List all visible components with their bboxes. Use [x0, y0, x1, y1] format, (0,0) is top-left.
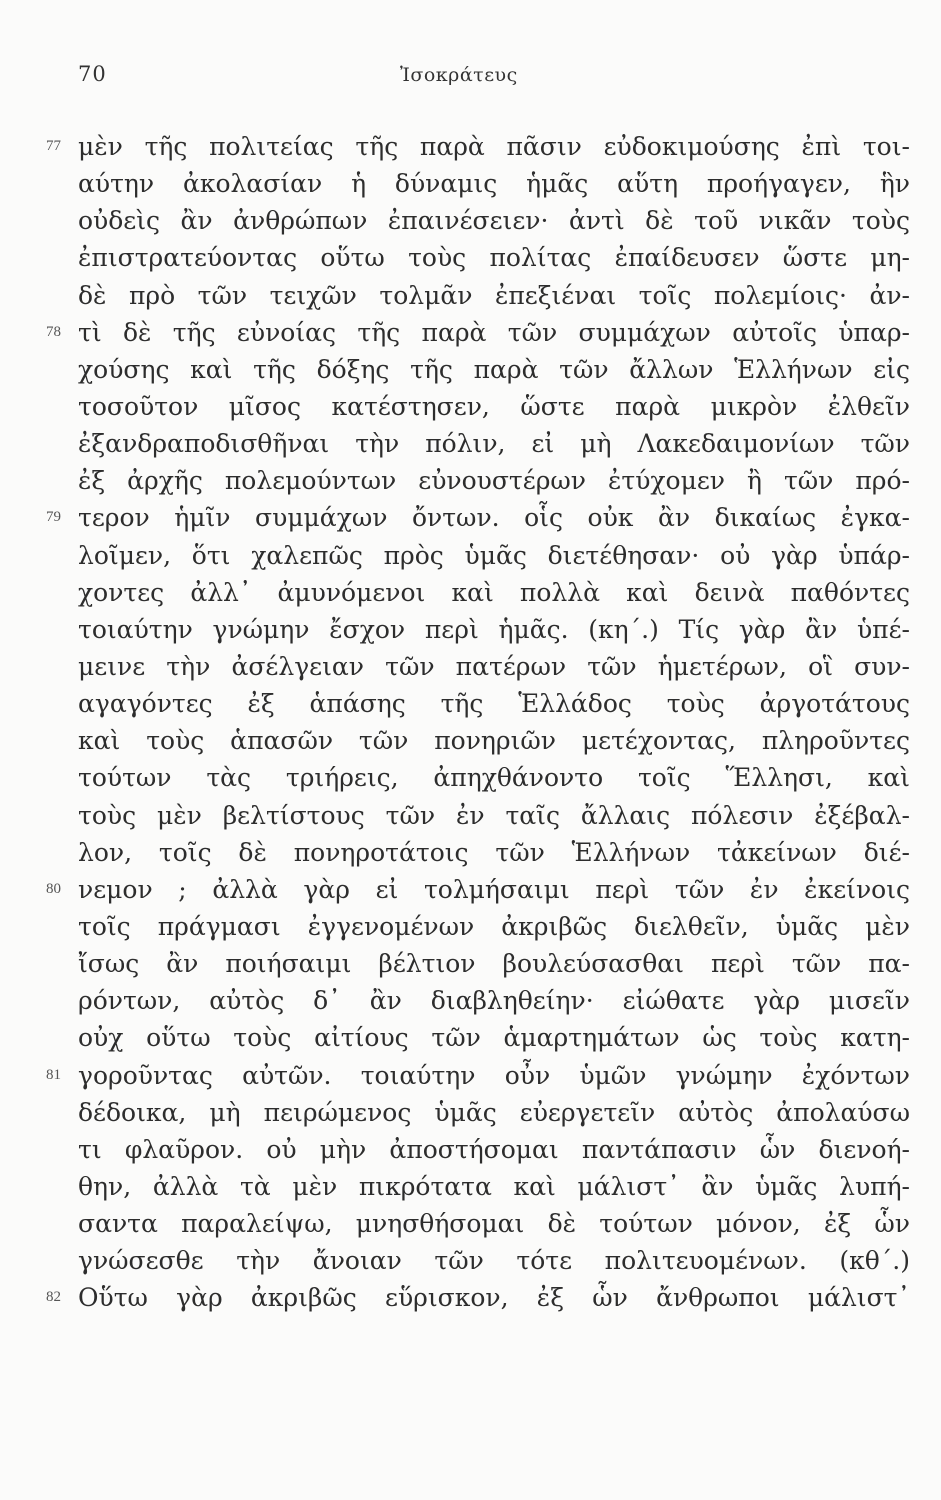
line-text: δέδοικα, μὴ πειρώμενος ὑμᾶς εὐεργετεῖν αὐτὸς ἀπολαύσω — [78, 1097, 910, 1127]
text-line — [0, 574, 941, 611]
line-text: θην, ἀλλὰ τὰ μὲν πικρότατα καὶ μάλιστ᾽ ἂν ὑμᾶς λυπή- — [78, 1171, 910, 1201]
line-text: τούτων τὰς τριήρεις, ἀπηχθάνοντο τοῖς Ἕλλησι, καὶ — [78, 763, 910, 793]
text-line — [0, 1057, 941, 1094]
text-line — [0, 1019, 941, 1056]
line-text: λον, τοῖς δὲ πονηροτάτοις τῶν Ἑλλήνων τἀκείνων διέ- — [78, 837, 910, 867]
line-text: νεμον ; ἀλλὰ γὰρ εἰ τολμήσαιμι περὶ τῶν ἐν ἐκείνοις — [78, 874, 910, 904]
line-text: τοιαύτην γνώμην ἔσχον περὶ ἡμᾶς. (κη΄.) Τίς γὰρ ἂν ὑπέ- — [78, 614, 910, 644]
line-text: ἐξανδραποδισθῆναι τὴν πόλιν, εἰ μὴ Λακεδαιμονίων τῶν — [78, 429, 910, 459]
line-text: τερον ἡμῖν συμμάχων ὄντων. οἷς οὐκ ἂν δικαίως ἐγκα- — [78, 503, 910, 533]
line-text: τι φλαῦρον. οὐ μὴν ἀποστήσομαι παντάπασιν ὧν διενοή- — [78, 1134, 910, 1164]
text-line — [0, 834, 941, 871]
text-line — [0, 425, 941, 462]
text-line — [0, 388, 941, 425]
text-line — [0, 277, 941, 314]
line-text: λοῖμεν, ὅτι χαλεπῶς πρὸς ὑμᾶς διετέθησαν· οὐ γὰρ ὑπάρ- — [78, 540, 910, 570]
section-number: 81 — [46, 1066, 61, 1083]
text-line — [0, 165, 941, 202]
line-text: τοὺς μὲν βελτίστους τῶν ἐν ταῖς ἄλλαις πόλεσιν ἐξέβαλ- — [78, 800, 910, 830]
text-line — [0, 1131, 941, 1168]
text-line — [0, 128, 941, 165]
text-line — [0, 499, 941, 536]
text-line — [0, 759, 941, 796]
text-line — [0, 202, 941, 239]
line-text: τοσοῦτον μῖσος κατέστησεν, ὥστε παρὰ μικρὸν ἐλθεῖν — [78, 391, 910, 421]
line-text: μεινε τὴν ἀσέλγειαν τῶν πατέρων τῶν ἡμετέρων, οἳ συν- — [78, 651, 910, 681]
text-line — [0, 722, 941, 759]
line-text: αύτην ἀκολασίαν ἡ δύναμις ἡμᾶς αὕτη προήγαγεν, ἣν — [78, 169, 910, 199]
text-line — [0, 1094, 941, 1131]
text-line — [0, 982, 941, 1019]
line-text: ἴσως ἂν ποιήσαιμι βέλτιον βουλεύσασθαι περὶ τῶν πα- — [78, 949, 910, 979]
text-line — [0, 908, 941, 945]
line-text: τὶ δὲ τῆς εὐνοίας τῆς παρὰ τῶν συμμάχων αὐτοῖς ὑπαρ- — [78, 317, 910, 347]
running-title: Ἰσοκράτευς — [400, 64, 518, 86]
text-line — [0, 537, 941, 574]
line-text: ἐπιστρατεύοντας οὕτω τοὺς πολίτας ἐπαίδευσεν ὥστε μη- — [78, 243, 910, 273]
section-number: 80 — [46, 880, 61, 897]
section-number: 78 — [46, 323, 61, 340]
line-text: Οὕτω γὰρ ἀκριβῶς εὕρισκον, ἐξ ὧν ἄνθρωποι μάλιστ᾽ — [78, 1283, 910, 1313]
text-line — [0, 871, 941, 908]
text-line — [0, 945, 941, 982]
line-text: μὲν τῆς πολιτείας τῆς παρὰ πᾶσιν εὐδοκιμούσης ἐπὶ τοι- — [78, 132, 910, 161]
text-line — [0, 1279, 941, 1316]
text-line — [0, 1168, 941, 1205]
line-text: γνώσεσθε τὴν ἄνοιαν τῶν τότε πολιτευομένων. (κθ΄.) — [78, 1246, 910, 1276]
line-text: καὶ τοὺς ἁπασῶν τῶν πονηριῶν μετέχοντας, πληροῦντες — [78, 726, 910, 756]
line-text: ἐξ ἀρχῆς πολεμούντων εὐνουστέρων ἐτύχομεν ἢ τῶν πρό- — [78, 466, 910, 496]
text-line — [0, 351, 941, 388]
text-line — [0, 611, 941, 648]
line-text: δὲ πρὸ τῶν τειχῶν τολμᾶν ἐπεξιέναι τοῖς πολεμίοις· ἀν- — [78, 280, 910, 310]
line-text: χούσης καὶ τῆς δόξης τῆς παρὰ τῶν ἄλλων Ἑλλήνων εἰς — [78, 354, 910, 384]
line-text: οὐδεὶς ἂν ἀνθρώπων ἐπαινέσειεν· ἀντὶ δὲ τοῦ νικᾶν τοὺς — [78, 206, 910, 236]
line-text: οὐχ οὕτω τοὺς αἰτίους τῶν ἁμαρτημάτων ὡς τοὺς κατη- — [78, 1023, 910, 1053]
line-text: ρόντων, αὐτὸς δ᾽ ἂν διαβληθείην· εἰώθατε γὰρ μισεῖν — [78, 986, 910, 1016]
line-text: τοῖς πράγμασι ἐγγενομένων ἀκριβῶς διελθεῖν, ὑμᾶς μὲν — [78, 911, 910, 941]
section-number: 82 — [46, 1289, 61, 1306]
text-line — [0, 1242, 941, 1279]
line-text: σαντα παραλείψω, μνησθήσομαι δὲ τούτων μόνον, ἐξ ὧν — [78, 1209, 910, 1239]
text-line — [0, 685, 941, 722]
line-text: αγαγόντες ἐξ ἁπάσης τῆς Ἑλλάδος τοὺς ἀργοτάτους — [78, 689, 910, 719]
line-text: γοροῦντας αὐτῶν. τοιαύτην οὖν ὑμῶν γνώμην ἐχόντων — [78, 1060, 910, 1090]
body-text — [0, 128, 941, 1317]
text-line — [0, 1205, 941, 1242]
text-line — [0, 239, 941, 276]
text-line — [0, 462, 941, 499]
text-line — [0, 314, 941, 351]
text-line — [0, 797, 941, 834]
text-line — [0, 648, 941, 685]
section-number: 77 — [46, 138, 61, 154]
running-header — [0, 62, 941, 102]
line-text: χοντες ἀλλ᾽ ἀμυνόμενοι καὶ πολλὰ καὶ δεινὰ παθόντες — [78, 577, 910, 607]
page-number: 70 — [78, 62, 107, 86]
section-number: 79 — [46, 509, 61, 526]
